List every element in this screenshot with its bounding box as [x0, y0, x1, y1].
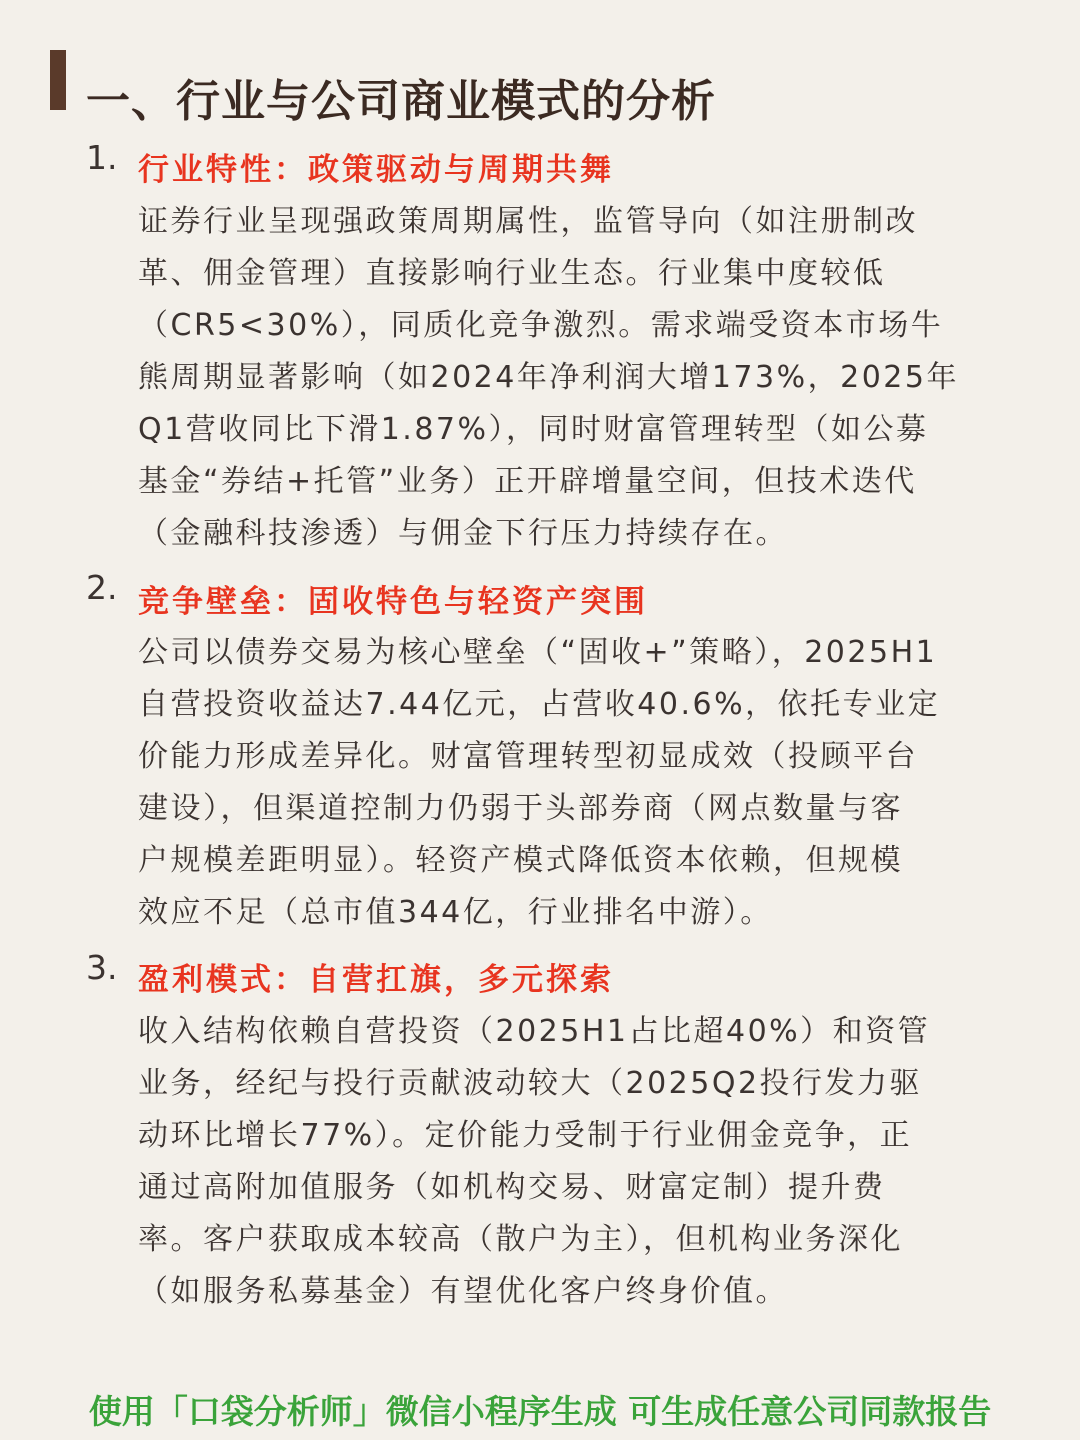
item-1-line: 证券行业呈现强政策周期属性，监管导向（如注册制改: [138, 204, 918, 239]
item-3-body: [138, 1006, 1018, 1318]
item-2-line: 价能力形成差异化。财富管理转型初显成效（投顾平台: [138, 739, 918, 774]
item-2-number: 2.: [86, 568, 118, 607]
item-3-number: 3.: [86, 948, 118, 987]
footer-promo: 使用「口袋分析师」微信小程序生成 可生成任意公司同款报告: [88, 1392, 992, 1431]
item-2-line: 自营投资收益达7.44亿元，占营收40.6%，依托专业定: [138, 687, 941, 722]
item-2-body: [138, 627, 1018, 939]
item-1-line: Q1营收同比下滑1.87%），同时财富管理转型（如公募: [138, 412, 929, 447]
item-3-line: 收入结构依赖自营投资（2025H1占比超40%）和资管: [138, 1014, 931, 1049]
item-1-body: [138, 196, 1018, 560]
item-3-line: （如服务私募基金）有望优化客户终身价值。: [138, 1274, 788, 1309]
page-title: 一、行业与公司商业模式的分析: [86, 76, 716, 127]
item-2-line: 公司以债券交易为核心壁垒（“固收+”策略），2025H1: [138, 635, 938, 670]
item-3-heading: 盈利模式：自营扛旗，多元探索: [138, 962, 614, 998]
item-1-number: 1.: [86, 138, 118, 177]
item-3-line: 动环比增长77%）。定价能力受制于行业佣金竞争，正: [138, 1118, 913, 1153]
item-1-line: 基金“券结+托管”业务）正开辟增量空间，但技术迭代: [138, 464, 917, 499]
title-accent-bar: [50, 50, 66, 110]
item-1-line: （金融科技渗透）与佣金下行压力持续存在。: [138, 516, 788, 551]
item-1-heading: 行业特性：政策驱动与周期共舞: [138, 152, 614, 188]
item-1-line: 熊周期显著影响（如2024年净利润大增173%，2025年: [138, 360, 959, 395]
item-3-line: 业务，经纪与投行贡献波动较大（2025Q2投行发力驱: [138, 1066, 923, 1101]
item-3-line: 率。客户获取成本较高（散户为主），但机构业务深化: [138, 1222, 903, 1257]
item-2-line: 建设），但渠道控制力仍弱于头部券商（网点数量与客: [138, 791, 903, 826]
item-2-heading: 竞争壁垒：固收特色与轻资产突围: [138, 584, 648, 620]
item-3-line: 通过高附加值服务（如机构交易、财富定制）提升费: [138, 1170, 886, 1205]
item-2-line: 户规模差距明显）。轻资产模式降低资本依赖，但规模: [138, 843, 903, 878]
item-1-line: （CR5<30%），同质化竞争激烈。需求端受资本市场牛: [138, 308, 944, 343]
item-1-line: 革、佣金管理）直接影响行业生态。行业集中度较低: [138, 256, 886, 291]
item-2-line: 效应不足（总市值344亿，行业排名中游）。: [138, 895, 773, 930]
